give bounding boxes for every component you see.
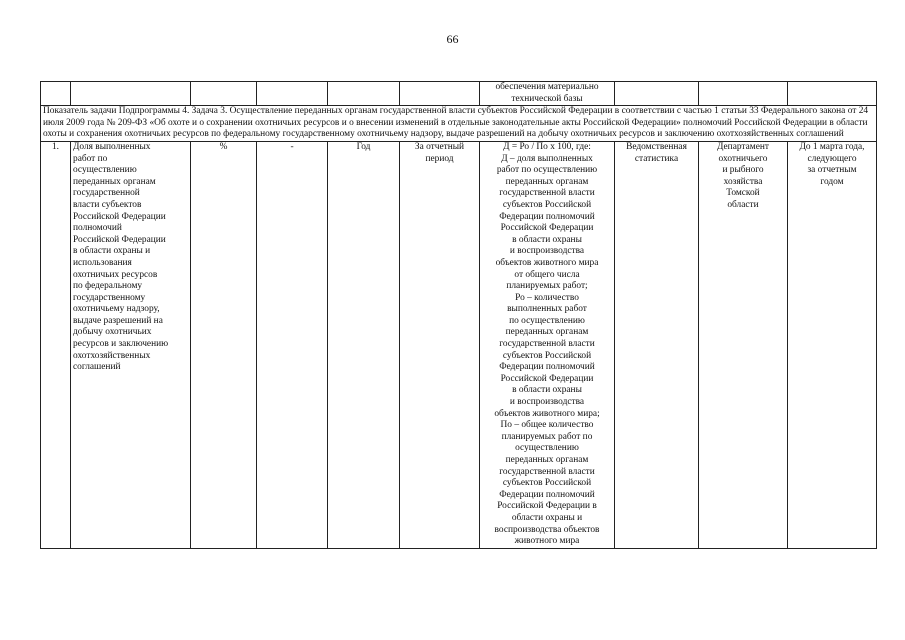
name-line: Доля выполненных	[73, 141, 151, 152]
formula-line: работ по осуществлению	[496, 165, 598, 176]
name-line: в области охраны и	[73, 246, 151, 257]
deadline-line: годом	[820, 176, 844, 187]
empty-cell	[191, 82, 257, 106]
name-line: выдаче разрешений на	[73, 315, 163, 326]
formula-line: Федерации полномочий	[499, 362, 595, 373]
time-line: период	[425, 153, 454, 164]
formula-line: Российской Федерации в	[497, 501, 597, 512]
page-number: 66	[446, 32, 459, 46]
empty-cell	[615, 82, 699, 106]
name-line: осуществлению	[73, 165, 137, 176]
continuation-text	[480, 82, 615, 106]
responsible-line: охотничьего	[718, 153, 768, 164]
time-characteristic-cell	[400, 141, 480, 548]
deadline-line: за отчетным	[807, 165, 857, 176]
name-line: охотхозяйственных	[73, 350, 151, 361]
time-line: За отчетный	[414, 141, 465, 152]
empty-cell	[41, 82, 71, 106]
responsible-line: хозяйства	[723, 176, 763, 187]
formula-line: в области охраны	[512, 234, 582, 245]
formula-line: переданных органам	[505, 176, 589, 187]
name-line: переданных органам	[73, 176, 156, 187]
formula-line: от общего числа	[514, 269, 580, 280]
formula-line: переданных органам	[505, 327, 589, 338]
responsible-line: Департамент	[717, 141, 769, 152]
name-line: охотничьему надзору,	[73, 304, 160, 315]
continuation-line: технической базы	[511, 93, 583, 104]
name-line: государственной	[73, 188, 140, 199]
deadline-cell	[788, 141, 877, 548]
responsible-line: Томской	[726, 188, 760, 199]
responsible-cell	[699, 141, 788, 548]
empty-cell	[328, 82, 400, 106]
formula-line: субъектов Российской	[502, 350, 592, 361]
formula-line: по осуществлению	[509, 315, 585, 326]
empty-cell	[788, 82, 877, 106]
formula-line: объектов животного мира	[495, 257, 599, 268]
name-line: власти субъектов	[73, 199, 142, 210]
method-line: Ведомственная	[626, 141, 687, 152]
formula-line: в области охраны	[512, 385, 582, 396]
deadline-line: До 1 марта года,	[799, 141, 865, 152]
formula-line: Федерации полномочий	[499, 211, 595, 222]
name-line: государственному	[73, 292, 146, 303]
deadline-line: следующего	[807, 153, 857, 164]
formula-line: государственной власти	[499, 339, 595, 350]
name-line: по федеральному	[73, 281, 143, 292]
formula-line: государственной власти	[499, 188, 595, 199]
formula-line: Федерации полномочий	[499, 489, 595, 500]
formula-line: субъектов Российской	[502, 199, 592, 210]
table-row	[41, 141, 877, 548]
formula-line: субъектов Российской	[502, 478, 592, 489]
row-number: 1.	[41, 141, 71, 548]
name-line: охотничьих ресурсов	[73, 269, 158, 280]
method-line: статистика	[634, 153, 679, 164]
indicator-header-row	[41, 106, 877, 142]
formula-cell	[480, 141, 615, 548]
continuation-line: обеспечения материально	[495, 82, 599, 92]
responsible-line: и рыбного	[722, 165, 764, 176]
formula-line: воспроизводства объектов	[494, 524, 600, 535]
formula-line: области охраны и	[511, 512, 583, 523]
empty-cell	[71, 82, 191, 106]
formula-line: выполненных работ	[507, 304, 587, 315]
name-line: Российской Федерации	[73, 211, 166, 222]
indicator-header: Показатель задачи Подпрограммы 4. Задача 3. Осуществление переданных органам государственной власти субъектов Российской Федерации в соответствии с частью 1 статьи 33 Федерального закона от 24 июля 2009 года № 209-ФЗ «Об охоте и о сохранении охотничьих ресурсов и о внесении изменений в отдельные законодательные акты Российской Федерации» полномочий Российской Федерации в области охоты и сохранения охотничьих ресурсов по федеральному государственному охотничьему надзору, выдаче разрешений на добычу охотничьих ресурсов и заключению охотхозяйственных соглашений	[41, 106, 877, 142]
name-line: ресурсов и заключению	[73, 339, 169, 350]
name-line: Российской Федерации	[73, 234, 166, 245]
periodicity-cell: Год	[328, 141, 400, 548]
formula-line: планируемых работ;	[506, 281, 588, 292]
formula-line: По – общее количество	[500, 420, 594, 431]
indicator-name	[71, 141, 191, 548]
indicators-table	[40, 81, 877, 549]
name-line: использования	[73, 257, 132, 268]
name-line: добычу охотничьих	[73, 327, 152, 338]
formula-line: Д – доля выполненных	[501, 153, 593, 164]
formula-line: переданных органам	[505, 455, 589, 465]
empty-cell	[257, 82, 328, 106]
formula-line: Д = Ро / По х 100, где:	[503, 141, 591, 152]
dash-cell: -	[257, 141, 328, 548]
formula-line: осуществлению	[515, 443, 579, 454]
formula-line: объектов животного мира;	[494, 408, 600, 419]
formula-line: и воспроизводства	[509, 397, 585, 408]
formula-line: Российской Федерации	[500, 373, 594, 384]
responsible-line: области	[727, 199, 759, 210]
continuation-row	[41, 82, 877, 106]
formula-line: Российской Федерации	[500, 223, 594, 234]
unit-cell: %	[191, 141, 257, 548]
formula-line: Ро – количество	[515, 292, 579, 303]
method-cell	[615, 141, 699, 548]
name-line: полномочий	[73, 223, 122, 234]
formula-line: государственной власти	[499, 466, 595, 477]
formula-line: планируемых работ по	[501, 431, 593, 442]
formula-line: животного мира	[514, 536, 580, 547]
name-line: соглашений	[73, 362, 121, 373]
formula-line: и воспроизводства	[509, 246, 585, 257]
empty-cell	[400, 82, 480, 106]
empty-cell	[699, 82, 788, 106]
name-line: работ по	[73, 153, 108, 164]
